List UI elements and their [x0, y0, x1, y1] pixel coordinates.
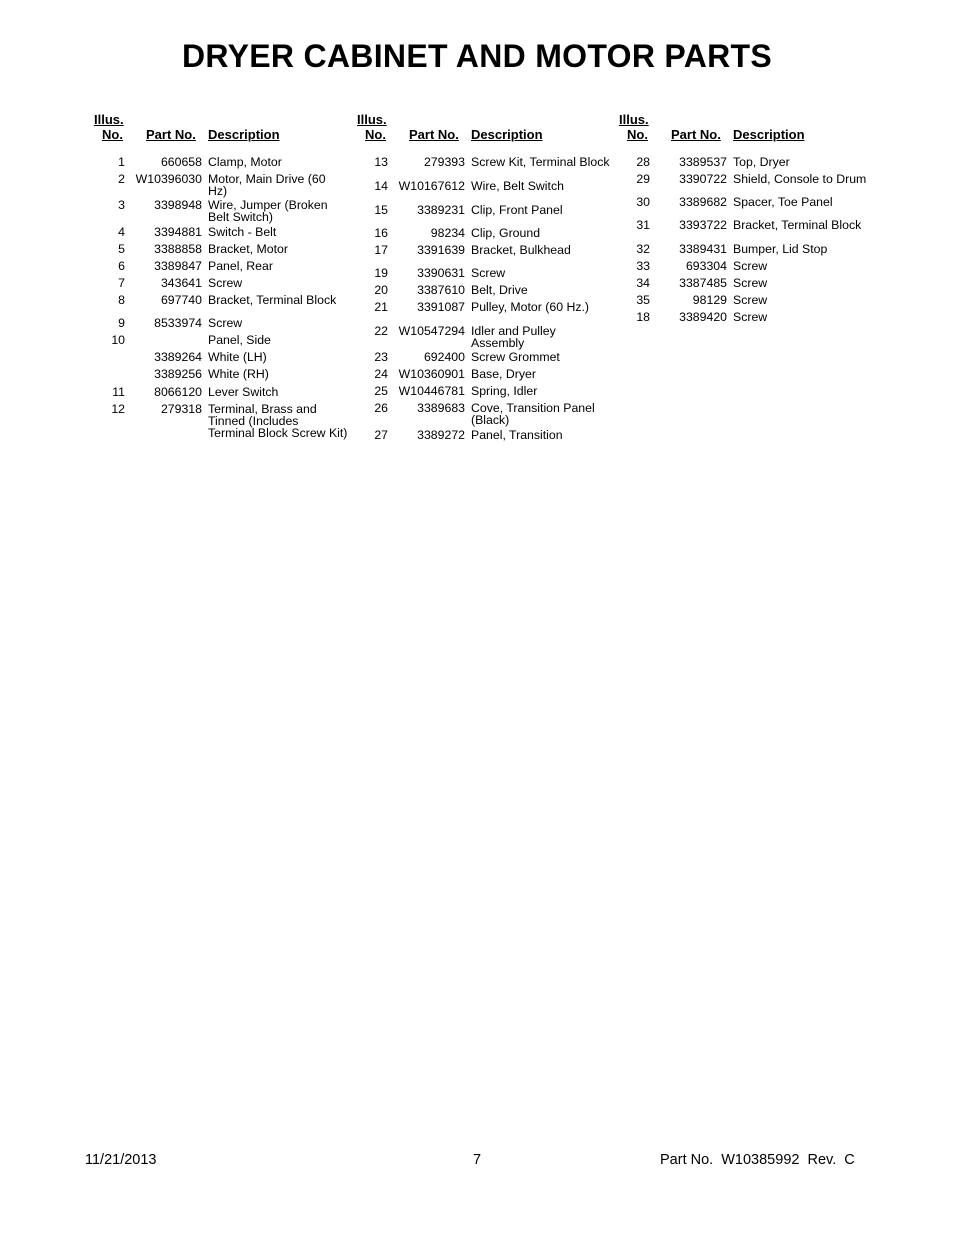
illus-number: 7 — [118, 276, 125, 290]
part-no-header: Part No. — [671, 127, 721, 142]
illus-number: 26 — [374, 401, 388, 415]
part-number: 3389420 — [679, 310, 727, 324]
footer-page-number: 7 — [473, 1152, 482, 1168]
part-no-header: Part No. — [146, 127, 196, 142]
illus-number: 34 — [636, 276, 650, 290]
part-number: W10360901 — [398, 367, 465, 381]
part-description: Bracket, Motor — [208, 242, 288, 256]
footer-date: 11/21/2013 — [85, 1152, 157, 1168]
illus-number: 27 — [374, 428, 388, 442]
illus-number: 24 — [374, 367, 388, 381]
part-number: 3389231 — [417, 203, 465, 217]
illus-no-header: No. — [627, 127, 648, 142]
illus-number: 15 — [374, 203, 388, 217]
part-description: Belt, Drive — [471, 283, 528, 297]
illus-number: 29 — [636, 172, 650, 186]
part-description: Wire, Jumper (Broken Belt Switch) — [208, 198, 328, 224]
illus-number: 4 — [118, 225, 125, 239]
part-description: Clip, Front Panel — [471, 203, 563, 217]
part-number: W10396030 — [135, 172, 202, 186]
part-description: Idler and Pulley Assembly — [471, 324, 556, 350]
part-number: 3390722 — [679, 172, 727, 186]
illus-no-header: No. — [102, 127, 123, 142]
part-number: 3391087 — [417, 300, 465, 314]
part-description: Panel, Side — [208, 333, 271, 347]
illus-number: 10 — [111, 333, 125, 347]
part-description: Clamp, Motor — [208, 155, 282, 169]
part-number: 8533974 — [154, 316, 202, 330]
part-number: 3398948 — [154, 198, 202, 212]
part-number: 3390631 — [417, 266, 465, 280]
illus-number: 33 — [636, 259, 650, 273]
part-number: 3389683 — [417, 401, 465, 415]
illus-number: 8 — [118, 293, 125, 307]
part-number: 3394881 — [154, 225, 202, 239]
part-number: W10446781 — [398, 384, 465, 398]
illus-header: Illus. — [619, 112, 649, 127]
part-description: Screw Grommet — [471, 350, 560, 364]
part-description: Screw Kit, Terminal Block — [471, 155, 610, 169]
part-number: W10167612 — [398, 179, 465, 193]
part-description: Screw — [208, 316, 243, 330]
part-description: Bracket, Terminal Block — [208, 293, 337, 307]
illus-number: 21 — [374, 300, 388, 314]
part-description: Bracket, Bulkhead — [471, 243, 571, 257]
part-number: 3389847 — [154, 259, 202, 273]
illus-number: 2 — [118, 172, 125, 186]
illus-header: Illus. — [357, 112, 387, 127]
illus-number: 1 — [118, 155, 125, 169]
part-description: Screw — [733, 310, 768, 324]
illus-number: 16 — [374, 226, 388, 240]
part-number: 3393722 — [679, 218, 727, 232]
part-description: Spacer, Toe Panel — [733, 195, 833, 209]
part-description: Wire, Belt Switch — [471, 179, 564, 193]
description-header: Description — [471, 127, 543, 142]
illus-number: 13 — [374, 155, 388, 169]
part-number: 98234 — [430, 226, 465, 240]
part-description: Screw — [471, 266, 506, 280]
part-description: Clip, Ground — [471, 226, 541, 240]
part-description: Base, Dryer — [471, 367, 536, 381]
part-number: 3389264 — [154, 350, 202, 364]
part-description: Spring, Idler — [471, 384, 538, 398]
illus-number: 35 — [636, 293, 650, 307]
illus-header: Illus. — [94, 112, 124, 127]
illus-number: 11 — [112, 385, 125, 399]
part-description: Bracket, Terminal Block — [733, 218, 862, 232]
parts-column-1 — [94, 112, 356, 472]
part-description: Cove, Transition Panel (Black) — [471, 401, 595, 427]
part-number: 3387485 — [679, 276, 727, 290]
illus-number: 14 — [374, 179, 388, 193]
illus-number: 32 — [636, 242, 650, 256]
illus-number: 17 — [374, 243, 388, 257]
part-number: 697740 — [160, 293, 202, 307]
part-description: Shield, Console to Drum — [733, 172, 867, 186]
part-description: Top, Dryer — [733, 155, 790, 169]
part-description: Bumper, Lid Stop — [733, 242, 828, 256]
part-number: 3388858 — [154, 242, 202, 256]
part-description: Screw — [733, 259, 768, 273]
part-no-header: Part No. — [409, 127, 459, 142]
page-title: DRYER CABINET AND MOTOR PARTS — [181, 38, 773, 74]
part-description: Screw — [733, 276, 768, 290]
illus-number: 6 — [118, 259, 125, 273]
illus-number: 3 — [118, 198, 125, 212]
illus-number: 30 — [636, 195, 650, 209]
part-number: 3389682 — [679, 195, 727, 209]
illus-number: 12 — [111, 402, 125, 416]
illus-number: 23 — [374, 350, 388, 364]
illus-number: 28 — [636, 155, 650, 169]
part-description: Panel, Transition — [471, 428, 563, 442]
illus-number: 18 — [636, 310, 650, 324]
illus-no-header: No. — [365, 127, 386, 142]
part-description: White (LH) — [208, 350, 267, 364]
part-description: Motor, Main Drive (60 Hz) — [208, 172, 326, 198]
description-header: Description — [208, 127, 280, 142]
description-header: Description — [733, 127, 805, 142]
illus-number: 31 — [636, 218, 650, 232]
illus-number: 22 — [374, 324, 388, 338]
part-number: 692400 — [423, 350, 465, 364]
part-number: W10547294 — [398, 324, 465, 338]
illus-number: 20 — [374, 283, 388, 297]
part-description: Terminal, Brass and Tinned (Includes Terminal Block Screw Kit) — [208, 402, 348, 440]
part-description: Screw — [733, 293, 768, 307]
illus-number: 5 — [118, 242, 125, 256]
part-number: 98129 — [692, 293, 727, 307]
footer-part-number: Part No. W10385992 Rev. C — [660, 1152, 855, 1168]
part-number: 8066120 — [154, 385, 202, 399]
part-number: 693304 — [685, 259, 727, 273]
part-description: Panel, Rear — [208, 259, 273, 273]
part-number: 3389537 — [679, 155, 727, 169]
illus-number: 19 — [374, 266, 388, 280]
part-number: 3387610 — [417, 283, 465, 297]
part-description: Screw — [208, 276, 243, 290]
part-description: White (RH) — [208, 367, 269, 381]
part-number: 279393 — [423, 155, 465, 169]
parts-column-3 — [619, 112, 881, 472]
part-number: 343641 — [160, 276, 202, 290]
parts-column-2 — [357, 112, 619, 472]
part-number: 3389272 — [417, 428, 465, 442]
part-number: 3391639 — [417, 243, 465, 257]
illus-number: 25 — [374, 384, 388, 398]
part-number: 660658 — [160, 155, 202, 169]
part-description: Switch - Belt — [208, 225, 277, 239]
illus-number: 9 — [118, 316, 125, 330]
part-description: Pulley, Motor (60 Hz.) — [471, 300, 589, 314]
part-number: 279318 — [160, 402, 202, 416]
part-description: Lever Switch — [208, 385, 279, 399]
part-number: 3389256 — [154, 367, 202, 381]
part-number: 3389431 — [679, 242, 727, 256]
